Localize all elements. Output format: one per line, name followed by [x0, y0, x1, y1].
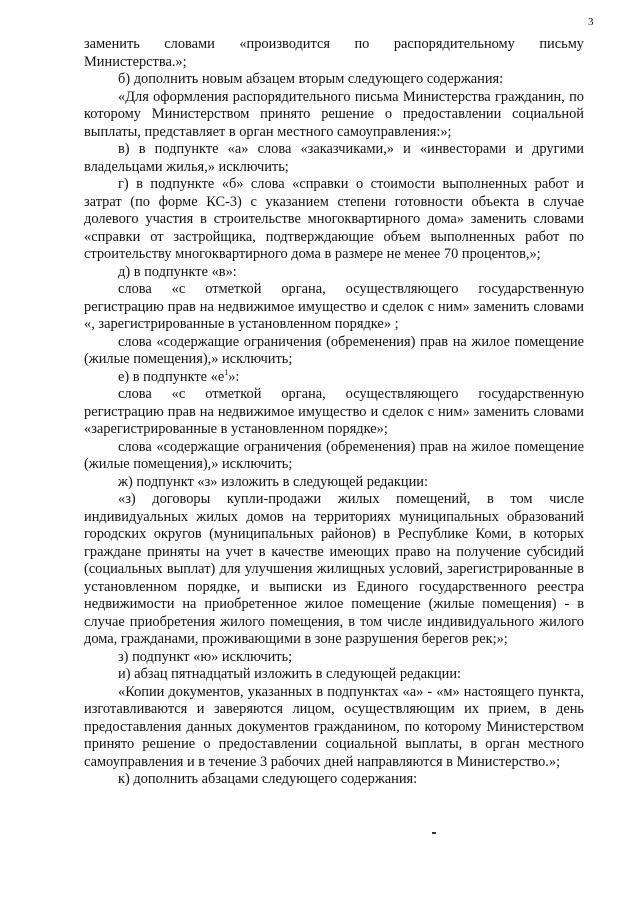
paragraph: [84, 141, 584, 176]
paragraph: [84, 71, 584, 89]
paragraph-text: «Копии документов, указанных в подпунктах «а» - «м» настоящего пункта, изготавливаются и заверяются лицом, осуществляющим их прием, в день предоставления данных документов гражданином, по которому Министерством принято решение о предоставлении социальной выплаты, в орган местного самоуправления и в течение 3 рабочих дней направляются в Министерство.»;: [84, 683, 584, 770]
paragraph-text: г) в подпункте «б» слова «справки о стоимости выполненных работ и затрат (по форме КС-3) с указанием степени готовности объекта в случае долевого участия в строительстве многоквартирного дома» заменить словами «справки от застройщика, подтверждающие объем выполненных работ по строительству многоквартирного дома в размере не менее 70 процентов,»;: [84, 176, 584, 262]
paragraph: [84, 649, 584, 667]
scan-mark: [432, 832, 436, 834]
paragraph-text: слова «с отметкой органа, осуществляющего государственную регистрацию прав на недвижимое имущество и сделок с ним» заменить словами «, зарегистрированные в установленном порядке» ;: [84, 281, 584, 332]
paragraph: [84, 771, 584, 789]
paragraph-text: «з) договоры купли-продажи жилых помещений, в том числе индивидуальных жилых домов на территориях муниципальных образований городских округов (муниципальных районов) в Республике Коми, в которых граждане приняты на учет в качестве имеющих право на получение субсидий (социальных выплат) для улучшения жилищных условий, зарегистрированные в установленном порядке, и выписки из Единого государственного реестра недвижимости на приобретенное жилое помещение (жилые помещения) - в случае приобретения жилого помещения, в том числе индивидуального жилого дома, гражданами, проживающими в зоне разрушения берегов рек;»;: [84, 491, 584, 647]
paragraph: [84, 176, 584, 264]
paragraph-text: «Для оформления распорядительного письма Министерства гражданин, по которому Министерством принято решение о предоставлении социальной выплаты, представляет в орган местного самоуправления:»;: [84, 88, 584, 140]
paragraph: [84, 439, 584, 474]
paragraph-text: е) в подпункте «е: [118, 368, 225, 385]
paragraph: [84, 281, 584, 334]
paragraph-text: слова «содержащие ограничения (обременения) прав на жилое помещение (жилые помещения),» исключить;: [84, 333, 584, 367]
paragraph: [84, 334, 584, 369]
paragraph-text: з) подпункт «ю» исключить;: [118, 648, 293, 665]
paragraph-text-tail: »:: [228, 368, 240, 385]
paragraph: [84, 369, 584, 387]
paragraph: [84, 666, 584, 684]
document-body: [84, 36, 584, 789]
paragraph-text: ж) подпункт «з» изложить в следующей редакции:: [118, 473, 428, 490]
paragraph: [84, 264, 584, 282]
paragraph-text: к) дополнить абзацами следующего содержания:: [118, 771, 418, 787]
paragraph: [84, 36, 584, 71]
paragraph: [84, 491, 584, 649]
paragraph-text: заменить словами «производится по распорядительному письму Министерства.»;: [84, 36, 584, 70]
paragraph-text: б) дополнить новым абзацем вторым следующего содержания:: [118, 71, 504, 87]
paragraph: [84, 386, 584, 439]
page-number: 3: [588, 16, 594, 28]
paragraph: [84, 474, 584, 492]
paragraph-text: д) в подпункте «в»:: [118, 263, 237, 280]
paragraph-text: слова «содержащие ограничения (обременения) прав на жилое помещение (жилые помещения),» исключить;: [84, 438, 584, 472]
superscript: 1: [224, 367, 229, 377]
paragraph: [84, 89, 584, 142]
paragraph: [84, 684, 584, 772]
paragraph-text: и) абзац пятнадцатый изложить в следующей редакции:: [118, 666, 462, 682]
paragraph-text: в) в подпункте «а» слова «заказчиками,» и «инвесторами и другими владельцами жилья,» исключить;: [84, 141, 584, 175]
paragraph-text: слова «с отметкой органа, осуществляющего государственную регистрацию прав на недвижимое имущество и сделок с ним» заменить словами «зарегистрированные в установленном порядке»;: [84, 386, 584, 437]
